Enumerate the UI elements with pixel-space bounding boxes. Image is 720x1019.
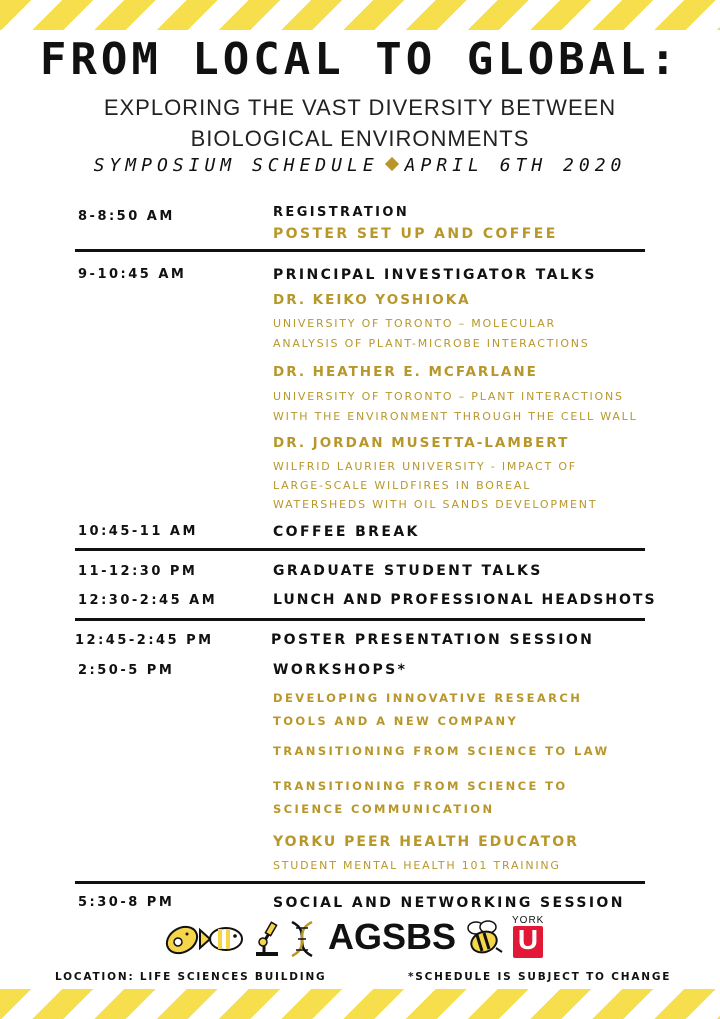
workshop-title: TRANSITIONING FROM SCIENCE TO LAW: [273, 744, 610, 758]
subtitle-line-1: EXPLORING THE VAST DIVERSITY BETWEEN: [103, 95, 617, 120]
workshop-title: TRANSITIONING FROM SCIENCE TO: [273, 779, 568, 793]
fish-icon: [200, 928, 242, 950]
event-coffee-break: COFFEE BREAK: [273, 524, 420, 540]
time-coffee-break: 10:45-11 AM: [78, 524, 198, 539]
agsbs-logo-text: AGSBS: [328, 916, 457, 957]
speaker-name: DR. JORDAN MUSETTA-LAMBERT: [273, 435, 570, 451]
speaker-affiliation: UNIVERSITY OF TORONTO – PLANT INTERACTIONS: [273, 390, 624, 403]
divider: [75, 881, 645, 884]
bee-icon: [462, 918, 506, 958]
speaker-affiliation: ANALYSIS OF PLANT-MICROBE INTERACTIONS: [273, 337, 590, 350]
schedule-label: SYMPOSIUM SCHEDULE: [93, 155, 379, 176]
event-registration-detail: POSTER SET UP AND COFFEE: [273, 226, 558, 242]
time-registration: 8-8:50 AM: [78, 209, 175, 224]
time-pi-talks: 9-10:45 AM: [78, 267, 187, 282]
science-icons: [160, 918, 330, 960]
bottom-hazard-stripe: [0, 989, 720, 1019]
divider: [75, 548, 645, 551]
dna-icon: [292, 922, 312, 956]
york-logo-letter: U: [517, 924, 539, 955]
event-grad-talks: GRADUATE STUDENT TALKS: [273, 563, 543, 579]
event-date: APRIL 6TH 2020: [404, 155, 627, 176]
location-text: LOCATION: LIFE SCIENCES BUILDING: [55, 971, 327, 983]
disclaimer-text: *SCHEDULE IS SUBJECT TO CHANGE: [408, 971, 672, 983]
speaker-affiliation: UNIVERSITY OF TORONTO – MOLECULAR: [273, 317, 556, 330]
workshop-title: SCIENCE COMMUNICATION: [273, 802, 495, 816]
york-logo: [513, 926, 543, 958]
cell-icon: [162, 922, 202, 959]
speaker-name: DR. KEIKO YOSHIOKA: [273, 292, 471, 308]
speaker-affiliation: LARGE-SCALE WILDFIRES IN BOREAL: [273, 479, 532, 492]
diamond-icon: [385, 157, 399, 171]
peer-educator-title: YORKU PEER HEALTH EDUCATOR: [273, 834, 579, 850]
divider: [75, 618, 645, 621]
time-lunch: 12:30-2:45 AM: [78, 593, 218, 608]
time-workshops: 2:50-5 PM: [78, 663, 175, 678]
event-workshops: WORKSHOPS*: [273, 662, 408, 678]
top-hazard-stripe: [0, 0, 720, 30]
york-label: YORK: [512, 915, 545, 926]
time-poster: 12:45-2:45 PM: [75, 633, 214, 648]
event-poster: POSTER PRESENTATION SESSION: [271, 632, 595, 648]
time-social: 5:30-8 PM: [78, 895, 175, 910]
peer-educator-detail: STUDENT MENTAL HEALTH 101 TRAINING: [273, 859, 561, 872]
subtitle-line-2: BIOLOGICAL ENVIRONMENTS: [190, 126, 530, 151]
speaker-affiliation: WILFRID LAURIER UNIVERSITY - IMPACT OF: [273, 460, 577, 473]
speaker-name: DR. HEATHER E. MCFARLANE: [273, 364, 538, 380]
event-social: SOCIAL AND NETWORKING SESSION: [273, 895, 625, 911]
event-pi-talks: PRINCIPAL INVESTIGATOR TALKS: [273, 267, 597, 283]
poster-title: FROM LOCAL TO GLOBAL:: [39, 34, 681, 85]
time-grad-talks: 11-12:30 PM: [78, 564, 198, 579]
divider: [75, 249, 645, 252]
schedule-heading: [0, 155, 720, 176]
speaker-affiliation: WATERSHEDS WITH OIL SANDS DEVELOPMENT: [273, 498, 598, 511]
microscope-icon: [256, 922, 278, 956]
event-registration: REGISTRATION: [273, 205, 410, 220]
workshop-title: TOOLS AND A NEW COMPANY: [273, 714, 519, 728]
speaker-affiliation: WITH THE ENVIRONMENT THROUGH THE CELL WALL: [273, 410, 638, 423]
workshop-title: DEVELOPING INNOVATIVE RESEARCH: [273, 691, 583, 705]
event-lunch: LUNCH AND PROFESSIONAL HEADSHOTS: [273, 592, 657, 608]
